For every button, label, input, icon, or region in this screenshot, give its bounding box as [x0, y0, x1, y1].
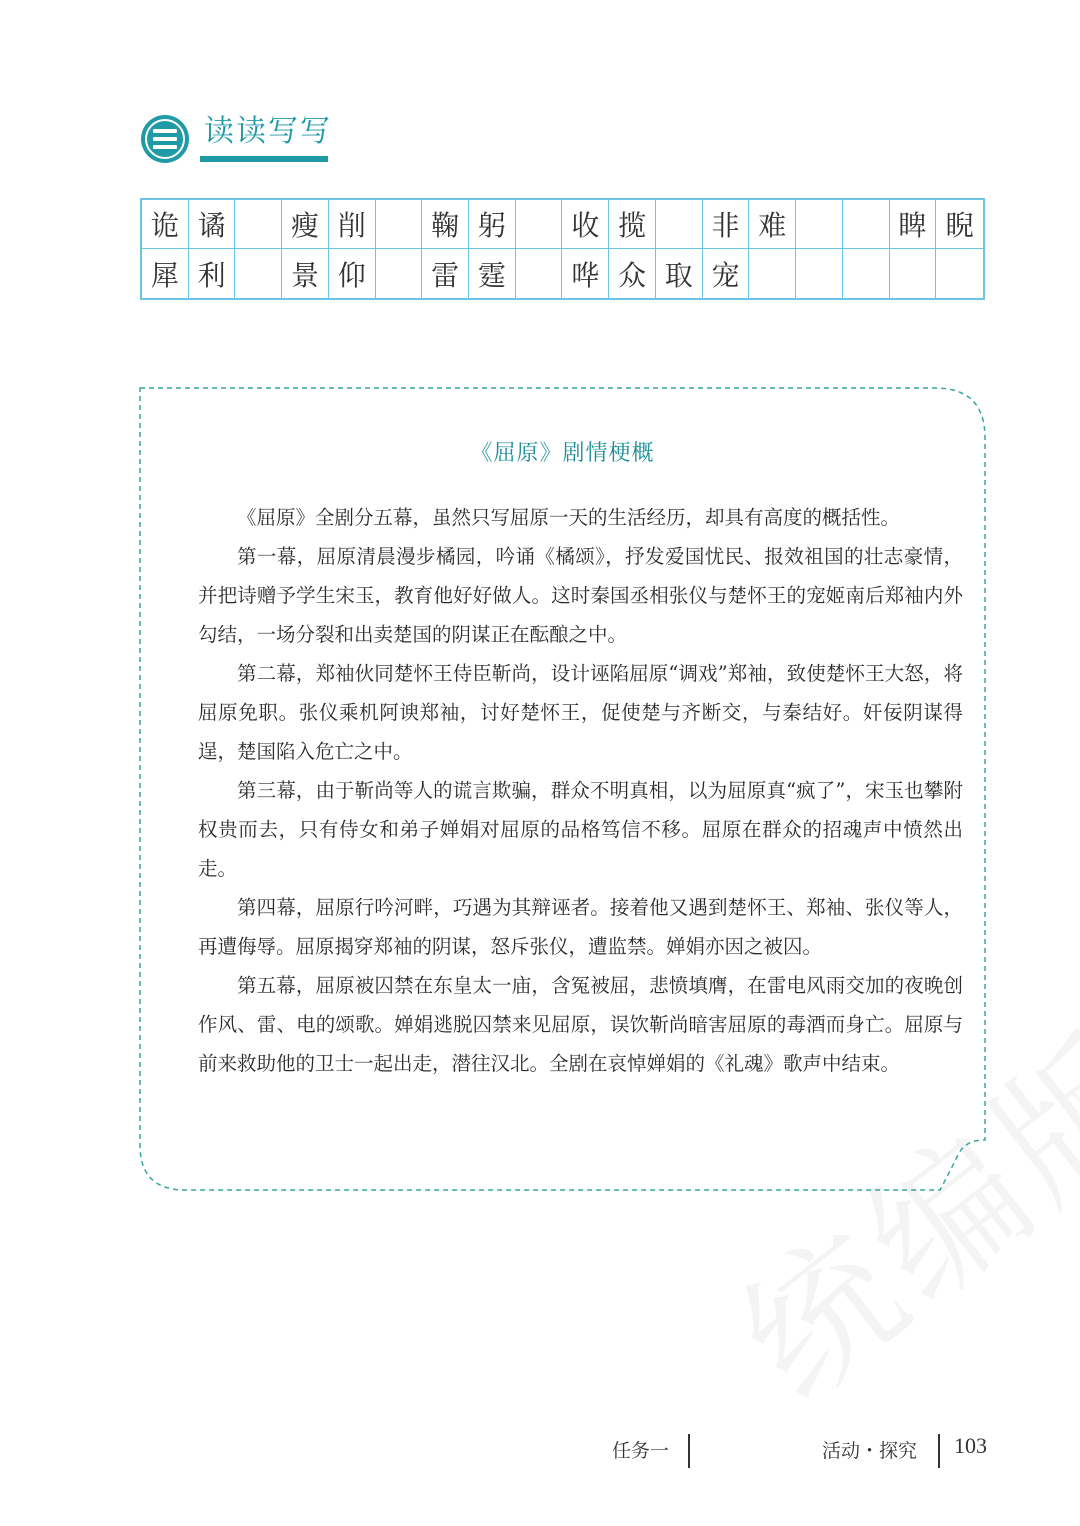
story-paragraph: 第一幕，屈原清晨漫步橘园，吟诵《橘颂》，抒发爱国忧民、报效祖国的壮志豪情，并把诗赠予学生宋玉，教育他好好做人。这时秦国丞相张仪与楚怀王的宠姬南后郑袖内外勾结，一场分裂和出卖楚国的阴谋正在酝酿之中。	[198, 545, 963, 646]
story-paragraph: 第四幕，屈原行吟河畔，巧遇为其辩诬者。接着他又遇到楚怀王、郑袖、张仪等人，再遭侮辱。屈原揭穿郑袖的阴谋，怒斥张仪，遭监禁。婵娟亦因之被囚。	[198, 896, 963, 958]
grid-cell	[235, 200, 282, 249]
story-body	[198, 498, 963, 1083]
grid-cell: 犀	[142, 249, 189, 298]
grid-cell: 宠	[703, 249, 750, 298]
grid-cell: 睨	[936, 200, 983, 249]
grid-cell	[796, 249, 843, 298]
grid-cell: 躬	[469, 200, 516, 249]
grid-cell: 诡	[142, 200, 189, 249]
footer-task-label: 任务一	[612, 1440, 670, 1462]
grid-cell: 仰	[329, 249, 376, 298]
page-number: 103	[954, 1433, 987, 1458]
grid-cell	[890, 249, 937, 298]
grid-cell: 非	[703, 200, 750, 249]
story-paragraph: 第五幕，屈原被囚禁在东皇太一庙，含冤被屈，悲愤填膺，在雷电风雨交加的夜晚创作风、雷、电的颂歌。婵娟逃脱囚禁来见屈原，误饮靳尚暗害屈原的毒酒而身亡。屈原与前来救助他的卫士一起出走，潜往汉北。全剧在哀悼婵娟的《礼魂》歌声中结束。	[198, 974, 963, 1075]
grid-cell	[516, 200, 563, 249]
story-paragraph: 《屈原》全剧分五幕，虽然只写屈原一天的生活经历，却具有高度的概括性。	[237, 506, 901, 529]
grid-cell: 霆	[469, 249, 516, 298]
grid-cell: 雷	[422, 249, 469, 298]
grid-cell: 取	[656, 249, 703, 298]
story-paragraph: 第二幕，郑袖伙同楚怀王侍臣靳尚，设计诬陷屈原“调戏”郑袖，致使楚怀王大怒，将屈原免职。张仪乘机阿谀郑袖，讨好楚怀王，促使楚与齐断交，与秦结好。奸佞阴谋得逞，楚国陷入危亡之中。	[198, 662, 963, 763]
grid-cell: 睥	[890, 200, 937, 249]
section-three-lines-icon	[140, 114, 190, 164]
grid-cell	[749, 249, 796, 298]
footer-divider	[688, 1434, 690, 1468]
footer-divider	[938, 1434, 940, 1468]
grid-cell: 众	[609, 249, 656, 298]
grid-cell: 瘦	[282, 200, 329, 249]
grid-cell: 难	[749, 200, 796, 249]
grid-cell: 谲	[189, 200, 236, 249]
grid-cell: 收	[562, 200, 609, 249]
footer-activity-label: 活动・探究	[822, 1440, 918, 1462]
story-paragraph: 第三幕，由于靳尚等人的谎言欺骗，群众不明真相，以为屈原真“疯了”，宋玉也攀附权贵而去，只有侍女和弟子婵娟对屈原的品格笃信不移。屈原在群众的招魂声中愤然出走。	[198, 779, 963, 880]
section-title-underline	[200, 156, 328, 162]
grid-cell	[936, 249, 983, 298]
grid-cell: 削	[329, 200, 376, 249]
grid-cell: 鞠	[422, 200, 469, 249]
grid-cell: 哗	[562, 249, 609, 298]
grid-cell	[516, 249, 563, 298]
word-practice-grid	[140, 198, 985, 300]
grid-cell	[796, 200, 843, 249]
grid-cell	[235, 249, 282, 298]
section-title: 读读写写	[204, 114, 332, 149]
grid-cell	[376, 249, 423, 298]
grid-cell	[843, 249, 890, 298]
grid-cell	[656, 200, 703, 249]
grid-cell	[376, 200, 423, 249]
story-title: 《屈原》剧情梗概	[470, 441, 655, 466]
grid-cell	[843, 200, 890, 249]
grid-cell: 景	[282, 249, 329, 298]
grid-cell: 利	[189, 249, 236, 298]
grid-cell: 揽	[609, 200, 656, 249]
